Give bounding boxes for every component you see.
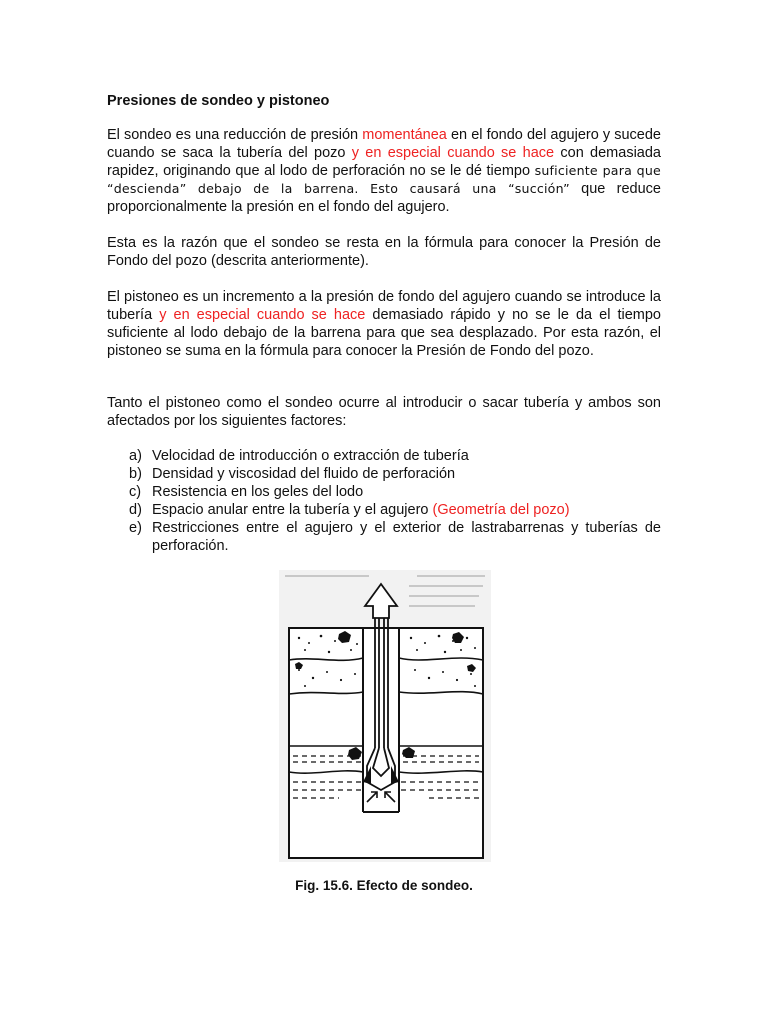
list-marker: e): [129, 520, 142, 536]
p1-text-5: que reduce proporcionalmente la presión en el fondo del agujero.: [107, 181, 661, 215]
list-marker: d): [129, 502, 142, 518]
wellbore-figure: [279, 570, 491, 862]
p1-text-4: suficiente para que “descienda” debajo de la barrena. Esto causará una “succión”: [107, 163, 662, 196]
list-marker: c): [129, 484, 142, 500]
list-text: Resistencia en los geles del lodo: [152, 484, 364, 500]
paragraph-sondeo: [107, 126, 661, 216]
list-text: Densidad y viscosidad del fluido de perforación: [152, 466, 456, 482]
list-item: [107, 447, 661, 465]
paragraph-resta: Esta es la razón que el sondeo se resta en la fórmula para conocer la Presión de Fondo del pozo (descrita anteriormente).: [107, 235, 661, 269]
list-highlight-geometria: (Geometría del pozo): [432, 502, 570, 518]
list-item: [107, 465, 661, 483]
p1-text-3: con demasiada rapidez, originando que al lodo de perforación no se le dé tiempo: [107, 145, 661, 179]
list-text: Restricciones entre el agujero y el exterior de lastrabarrenas y tuberías de perforación.: [152, 520, 661, 554]
paragraph-factores: Tanto el pistoneo como el sondeo ocurre al introducir o sacar tubería y ambos son afectados por los siguientes factores:: [107, 395, 661, 429]
factors-list: [107, 447, 661, 555]
p3-text-2: demasiado rápido y no se le da el tiempo suficiente al lodo debajo de la barrena para que sea desplazado. Por esta razón, el pistoneo se suma en la fórmula para conocer la Presión de Fondo del pozo.: [107, 307, 661, 359]
list-text: Espacio anular entre la tubería y el agujero: [152, 502, 433, 518]
list-text: Velocidad de introducción o extracción de tubería: [152, 448, 469, 464]
list-item: [107, 483, 661, 501]
list-marker: a): [129, 448, 142, 464]
section-title: Presiones de sondeo y pistoneo: [107, 93, 330, 109]
p1-text-1: El sondeo es una reducción de presión: [107, 127, 363, 143]
p3-text-1: El pistoneo es un incremento a la presión de fondo del agujero cuando se introduce la tubería: [107, 289, 661, 323]
p1-highlight-momentanea: momentánea: [362, 127, 447, 143]
p1-highlight-especial: y en especial cuando se hace: [351, 145, 555, 161]
p3-highlight-especial: y en especial cuando se hace: [159, 307, 366, 323]
wellbore-diagram: [279, 570, 491, 862]
list-item: [107, 501, 661, 519]
list-marker: b): [129, 466, 142, 482]
p1-text-2: en el fondo del agujero y sucede cuando se saca la tubería del pozo: [107, 127, 661, 161]
figure-caption: Fig. 15.6. Efecto de sondeo.: [295, 878, 473, 893]
paragraph-pistoneo: [107, 288, 661, 360]
list-item: [107, 519, 661, 555]
